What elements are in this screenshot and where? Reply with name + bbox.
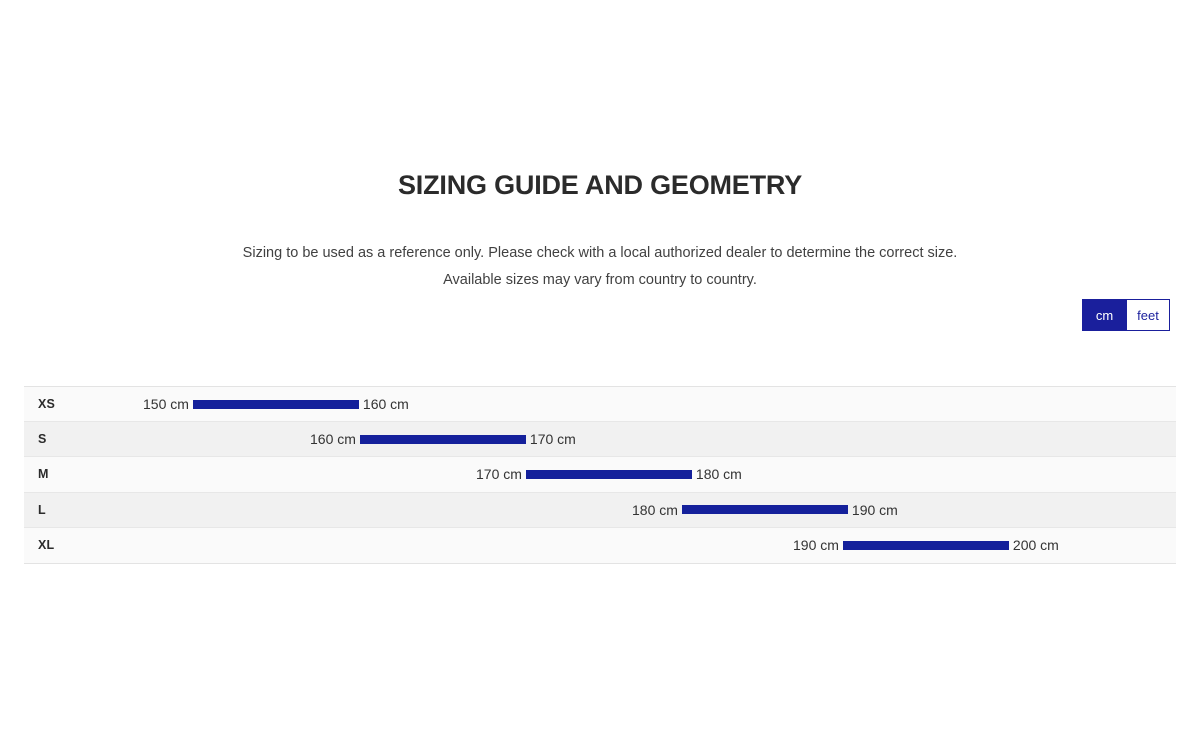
unit-toggle-feet[interactable]: feet [1126, 300, 1169, 330]
size-range-s [310, 422, 576, 456]
range-bar [526, 470, 692, 479]
subtitle-line-2: Available sizes may vary from country to country. [443, 272, 757, 288]
range-max-value: 190 cm [851, 501, 898, 518]
size-label-xs: XS [38, 397, 56, 412]
size-label-m: M [38, 467, 49, 482]
range-min-value: 150 cm [143, 396, 189, 413]
sizing-table [24, 386, 1176, 564]
size-range-xl [793, 528, 1059, 563]
range-min-value: 170 cm [476, 466, 522, 483]
range-bar [360, 435, 526, 444]
range-bar [843, 541, 1009, 550]
table-row [24, 528, 1176, 563]
range-bar [193, 400, 359, 409]
page-subtitle [0, 240, 1200, 294]
table-row [24, 387, 1176, 422]
table-row [24, 422, 1176, 457]
unit-toggle[interactable] [1082, 299, 1170, 331]
size-range-l [632, 493, 898, 527]
range-max-value: 200 cm [1012, 537, 1059, 554]
size-label-s: S [38, 432, 47, 447]
unit-toggle-cm[interactable]: cm [1083, 300, 1126, 330]
range-min-value: 190 cm [793, 537, 839, 554]
range-max-value: 160 cm [362, 396, 409, 413]
range-min-value: 180 cm [632, 501, 678, 518]
size-range-xs [143, 387, 409, 421]
range-max-value: 180 cm [695, 466, 742, 483]
size-label-l: L [38, 502, 46, 517]
range-bar [682, 505, 848, 514]
size-label-xl: XL [38, 538, 55, 553]
table-row [24, 457, 1176, 492]
range-min-value: 160 cm [310, 431, 356, 448]
page-title: SIZING GUIDE AND GEOMETRY [397, 170, 803, 200]
size-range-m [476, 457, 742, 491]
subtitle-line-1: Sizing to be used as a reference only. Please check with a local authorized dealer to determine the correct size. [242, 245, 958, 261]
table-row [24, 493, 1176, 528]
range-max-value: 170 cm [529, 431, 576, 448]
